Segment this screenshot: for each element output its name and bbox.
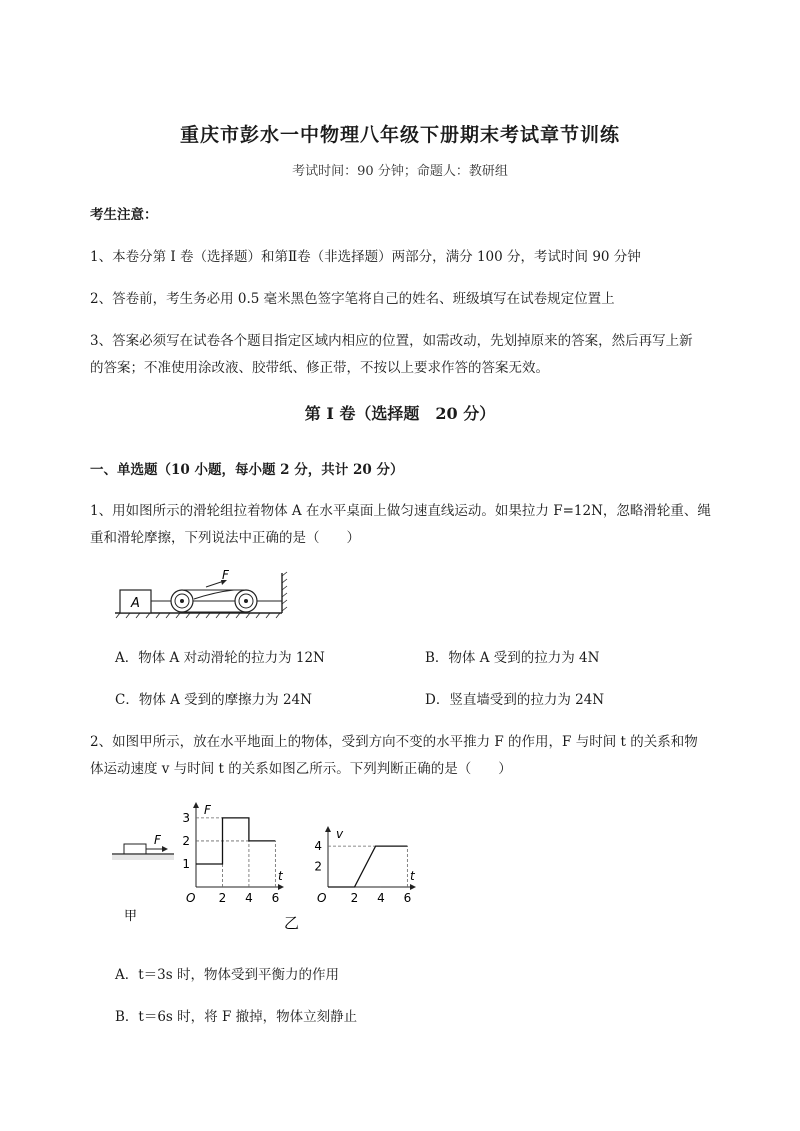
force-label: F [154, 833, 161, 847]
label-yi: 乙 [284, 914, 300, 932]
rope [151, 590, 282, 612]
x-axis-label: t [410, 869, 415, 883]
block-a-label: A [131, 596, 140, 611]
question-1-stem-line-2: 重和滑轮摩擦，下列说法中正确的是（ ） [90, 530, 360, 546]
option-b[interactable]: B．t＝6s 时，将 F 撤掉，物体立刻静止 [115, 1009, 358, 1025]
question-2-stem-line-1: 2、如图甲所示，放在水平地面上的物体，受到方向不变的水平推力 F 的作用，F 与时间 t 的关系和物 [90, 734, 698, 750]
figure-jia [112, 833, 174, 924]
movable-pulley [171, 590, 193, 612]
page-title: 重庆市彭水一中物理八年级下册期末考试章节训练 [179, 124, 620, 146]
y-tick-label: 1 [182, 856, 190, 871]
notice-heading: 考生注意： [90, 207, 158, 223]
y-tick-label: 2 [182, 833, 190, 848]
question-2-stem-line-2: 体运动速度 v 与时间 t 的关系如图乙所示。下列判断正确的是（ ） [90, 761, 512, 777]
y-tick-label: 4 [314, 839, 322, 854]
question-1-stem-line-1: 1、用如图所示的滑轮组拉着物体 A 在水平桌面上做匀速直线运动。如果拉力 F=12N，忽略滑轮重、绳 [90, 503, 711, 519]
x-tick-label: 4 [377, 891, 385, 905]
notice-item: 3、答案必须写在试卷各个题目指定区域内相应的位置，如需改动，先划掉原来的答案，然后再写上新 [90, 333, 693, 349]
origin-label: O [317, 891, 327, 905]
x-tick-label: 6 [271, 891, 280, 905]
x-axis-label: t [278, 869, 283, 883]
part-heading: 一、单选题（10 小题，每小题 2 分，共计 20 分） [90, 462, 404, 478]
x-tick-label: 4 [245, 891, 253, 905]
page-subtitle: 考试时间：90 分钟；命题人：教研组 [292, 164, 508, 179]
y-tick-label: 3 [182, 810, 190, 825]
v-t-chart [314, 826, 416, 905]
notice-item: 2、答卷前，考生务必用 0.5 毫米黑色签字笔将自己的姓名、班级填写在试卷规定位置上 [90, 291, 615, 307]
y-axis-label: v [336, 827, 344, 841]
figure-q2 [112, 800, 422, 935]
x-tick-label: 6 [403, 891, 412, 905]
option-a[interactable]: A．物体 A 对动滑轮的拉力为 12N [115, 650, 325, 666]
f-t-chart [182, 802, 284, 905]
x-tick-label: 2 [218, 891, 227, 905]
option-d[interactable]: D．竖直墙受到的拉力为 24N [425, 692, 605, 708]
option-b[interactable]: B．物体 A 受到的拉力为 4N [425, 650, 600, 666]
origin-label: O [186, 891, 196, 905]
notice-item: 的答案；不准使用涂改液、胶带纸、修正带，不按以上要求作答的答案无效。 [90, 360, 549, 376]
series-line [328, 846, 407, 887]
force-label: F [222, 568, 229, 582]
y-axis-label: F [204, 803, 211, 817]
fixed-pulley [235, 590, 257, 612]
x-tick-label: 2 [350, 891, 359, 905]
option-a[interactable]: A．t＝3s 时，物体受到平衡力的作用 [115, 967, 339, 983]
section-title: 第 I 卷（选择题 20 分） [304, 404, 496, 423]
y-tick-label: 2 [314, 859, 322, 874]
notice-item: 1、本卷分第 I 卷（选择题）和第Ⅱ卷（非选择题）两部分，满分 100 分，考试时间 90 分钟 [90, 249, 641, 265]
label-jia: 甲 [124, 909, 138, 924]
pulley-figure [110, 568, 290, 620]
option-c[interactable]: C．物体 A 受到的摩擦力为 24N [115, 692, 312, 708]
